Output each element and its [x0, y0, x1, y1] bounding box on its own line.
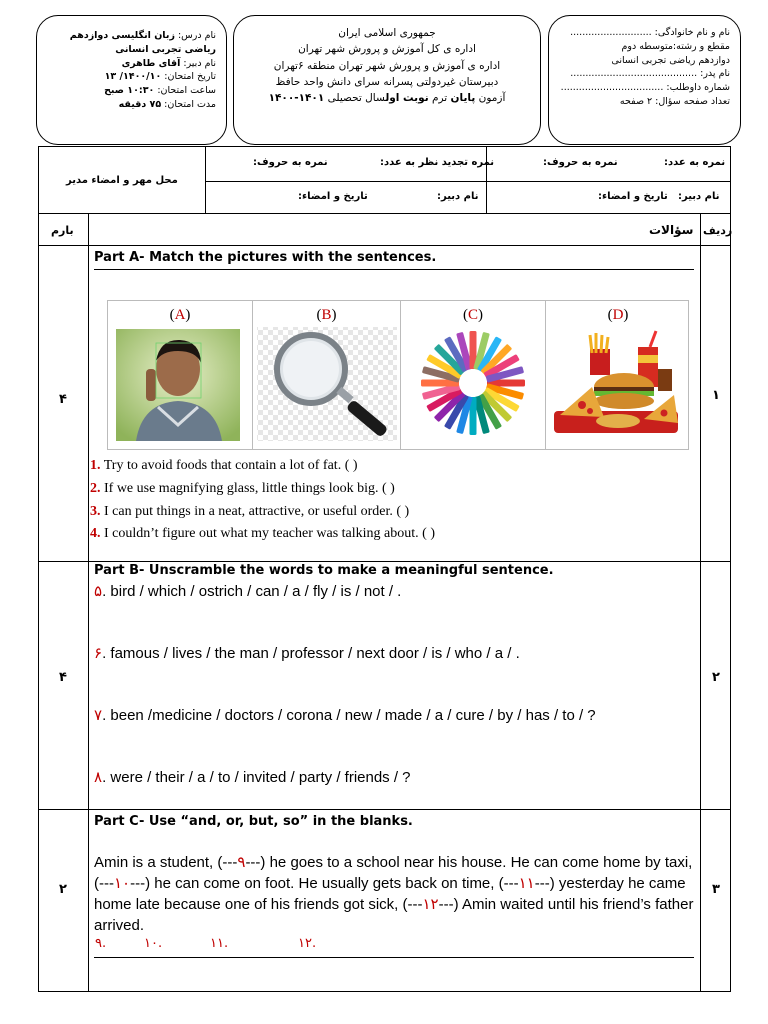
row-divider: [38, 809, 731, 810]
class-field: دوازدهم ریاضی تجربی انسانی: [611, 54, 730, 66]
blank-11[interactable]: ۱۱: [518, 875, 535, 892]
student-name-field: نام و نام خانوادگی: ...........................: [570, 27, 730, 38]
part-c-title: Part C- Use “and, or, but, so” in the blanks.: [94, 814, 413, 829]
blank-9[interactable]: ۹: [237, 854, 246, 871]
part-a-sentence: 2. If we use magnifying glass, little things look big. ( ): [90, 481, 395, 496]
row-divider: [38, 561, 731, 562]
picture-c-label: (C): [462, 307, 483, 323]
part-b-title: Part B- Unscramble the words to make a meaningful sentence.: [94, 563, 554, 578]
picture-b-label: (B): [316, 307, 337, 323]
grade-grid-divider: [205, 181, 731, 182]
duration-line: مدت امتحان: ۷۵ دقیقه: [118, 98, 216, 110]
field-line: ریاضی تجربی انسانی: [115, 43, 216, 55]
row-number: ۱: [712, 388, 720, 403]
row-number: ۲: [712, 670, 720, 685]
date-line: تاریخ امتحان: ۱۴۰۰/۱۰/ ۱۳: [104, 71, 216, 83]
questions-column-header: سؤالات: [649, 223, 694, 237]
grade-level-field: مقطع و رشته:متوسطه دوم: [621, 40, 730, 52]
part-a-title: Part A- Match the pictures with the sentences.: [94, 250, 437, 265]
time-line: ساعت امتحان: ۱۰:۳۰ صبح: [104, 85, 216, 97]
subject-line: نام درس: زبان انگلیسی دوازدهم: [69, 30, 216, 41]
row-number: ۳: [712, 882, 720, 897]
unscramble-item: ۵. bird / which / ostrich / can / a / fly / is / not / .: [94, 583, 402, 600]
teacher-sign-label: نام دبیر:: [678, 191, 720, 202]
exam-title: آزمون پایان ترم نوبت اولسال تحصیلی ۱۴۰۱-۱۴۰۰: [268, 92, 506, 105]
unscramble-item: ۶. famous / lives / the man / professor / next door / is / who / a / .: [94, 645, 520, 662]
score-column-divider: [88, 213, 89, 992]
education-office: اداره ی کل آموزش و پرورش شهر تهران: [298, 43, 476, 56]
picture-a-label: (A): [169, 307, 191, 323]
principal-stamp-label: محل مهر و امضاء مدیر: [66, 175, 178, 186]
score-numeric-label: نمره به عدد:: [664, 157, 726, 168]
part-a-underline: [94, 269, 694, 270]
part-a-sentence: 4. I couldn’t figure out what my teacher was talking about. ( ): [90, 526, 435, 541]
school-name: دبیرستان غیردولتی پسرانه سرای دانش واحد حافظ: [275, 75, 499, 88]
picture-a: [108, 301, 253, 449]
part-a-sentence: 1. Try to avoid foods that contain a lot of fat. ( ): [90, 458, 358, 473]
pictures-strip: [107, 300, 689, 450]
date-sign-label: تاریخ و امضاء:: [598, 191, 668, 202]
unscramble-item: ۸. were / their / a / to / invited / party / friends / ?: [94, 769, 411, 786]
blank-12[interactable]: ۱۲: [422, 896, 439, 913]
part-c-paragraph: Amin is a student, (---۹---) he goes to a school near his house. He can come home by taxi,(---۱۰---) he can come on foot. He usually gets back on time, (---۱۱---) yesterday he came home late because one of his friends got sick, (---۱۲---) Amin waited until his friend’s father arrived.: [94, 854, 694, 934]
thinking-boy-image: [108, 325, 253, 443]
unscramble-item: ۷. been /medicine / doctors / corona / new / made / a / cure / by / has / to / ?: [94, 707, 596, 724]
revision-teacher-label: نام دبیر:: [437, 191, 479, 202]
question-score: ۲: [59, 882, 67, 897]
score-column-header: بارم: [51, 224, 74, 237]
revision-letters-label: نمره به حروف:: [253, 157, 328, 168]
exam-info-box: [36, 15, 227, 145]
answer-line: [94, 957, 694, 958]
picture-c: [401, 301, 546, 449]
row-column-divider: [700, 213, 701, 992]
page-count-field: تعداد صفحه سؤال: ۲ صفحه: [619, 95, 730, 107]
row-column-header: ردیف: [703, 224, 733, 237]
table-header-bottom: [38, 245, 731, 246]
answer-slot-9[interactable]: ۹.: [95, 936, 107, 951]
country-title: جمهوری اسلامی ایران: [338, 27, 436, 39]
revision-date-label: تاریخ و امضاء:: [298, 191, 368, 202]
blank-10[interactable]: ۱۰: [113, 875, 131, 892]
answer-slot-12[interactable]: ۱۲.: [298, 936, 317, 951]
picture-b: [253, 301, 401, 449]
father-name-field: نام پدر: ..........................................: [570, 68, 730, 80]
magnifying-glass-image: [253, 325, 401, 443]
fast-food-image: [546, 325, 690, 443]
district-office: اداره ی آموزش و پرورش شهر تهران منطقه ۶تهران: [273, 59, 501, 72]
picture-d-label: (D): [607, 307, 629, 323]
question-score: ۴: [59, 392, 67, 407]
school-info-box: [233, 15, 541, 145]
grade-grid-bottom: [38, 213, 731, 214]
answer-slot-11[interactable]: ۱۱.: [210, 936, 229, 951]
colored-pencils-image: [401, 325, 546, 443]
teacher-line: نام دبیر: آقای طاهری: [121, 57, 216, 69]
picture-d: [546, 301, 690, 449]
part-a-sentence: 3. I can put things in a neat, attractive, or useful order. ( ): [90, 504, 410, 519]
revision-numeric-label: نمره تجدید نظر به عدد:: [380, 157, 495, 168]
grade-grid-divider: [205, 146, 206, 213]
question-score: ۴: [59, 670, 67, 685]
answer-slot-10[interactable]: ۱۰.: [144, 936, 163, 951]
student-info-box: [548, 15, 741, 145]
score-letters-label: نمره به حروف:: [543, 157, 618, 168]
candidate-number-field: شماره داوطلب: ..................................: [560, 82, 730, 94]
